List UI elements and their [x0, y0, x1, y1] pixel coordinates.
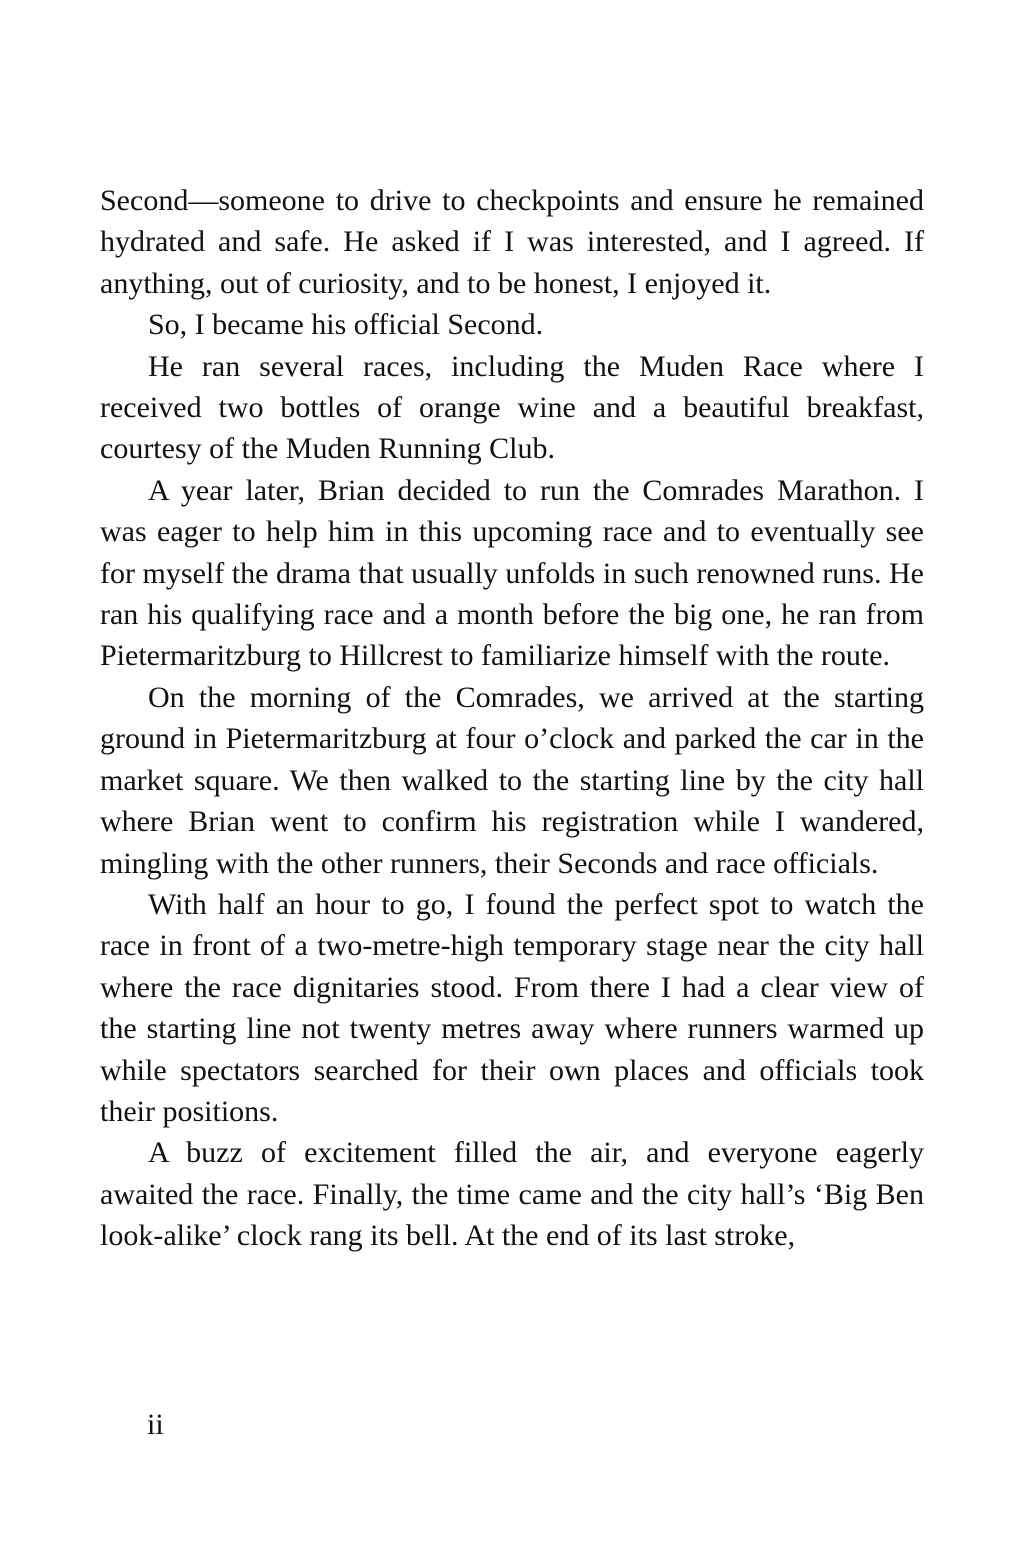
- paragraph: A buzz of excitement filled the air, and everyone eagerly awaited the race. Finally, the time came and the city hall’s ‘Big Ben look-alike’ clock rang its bell. At the end of its last stroke,: [100, 1136, 924, 1253]
- paragraph: So, I became his official Second.: [148, 308, 544, 342]
- paragraph: A year later, Brian decided to run the Comrades Marathon. I was eager to help him in this upcoming race and to eventually see for myself the drama that usually unfolds in such renowned runs. He ran his qualifying race and a month before the big one, he ran from Pietermaritzburg to Hillcrest to familiarize himself with the route.: [100, 473, 924, 673]
- paragraph: With half an hour to go, I found the perfect spot to watch the race in front of a two-metre-high temporary stage near the city hall where the race dignitaries stood. From there I had a clear view of the starting line not twenty metres away where runners warmed up while spectators searched for their own places and officials took their positions.: [100, 887, 924, 1128]
- page-number: ii: [147, 1408, 164, 1441]
- paragraph: On the morning of the Comrades, we arrived at the starting ground in Pietermaritzburg at four o’clock and parked the car in the market square. We then walked to the starting line by the city hall where Brian went to confirm his registration while I wandered, mingling with the other runners, their Seconds and race officials.: [100, 680, 924, 880]
- paragraph: He ran several races, including the Muden Race where I received two bottles of orange wine and a beautiful breakfast, courtesy of the Muden Running Club.: [100, 349, 924, 466]
- page-body: [100, 180, 924, 1257]
- paragraph-continued: Second—someone to drive to checkpoints and ensure he remained hydrated and safe. He asked if I was interested, and I agreed. If anything, out of curiosity, and to be honest, I enjoyed it.: [100, 184, 924, 300]
